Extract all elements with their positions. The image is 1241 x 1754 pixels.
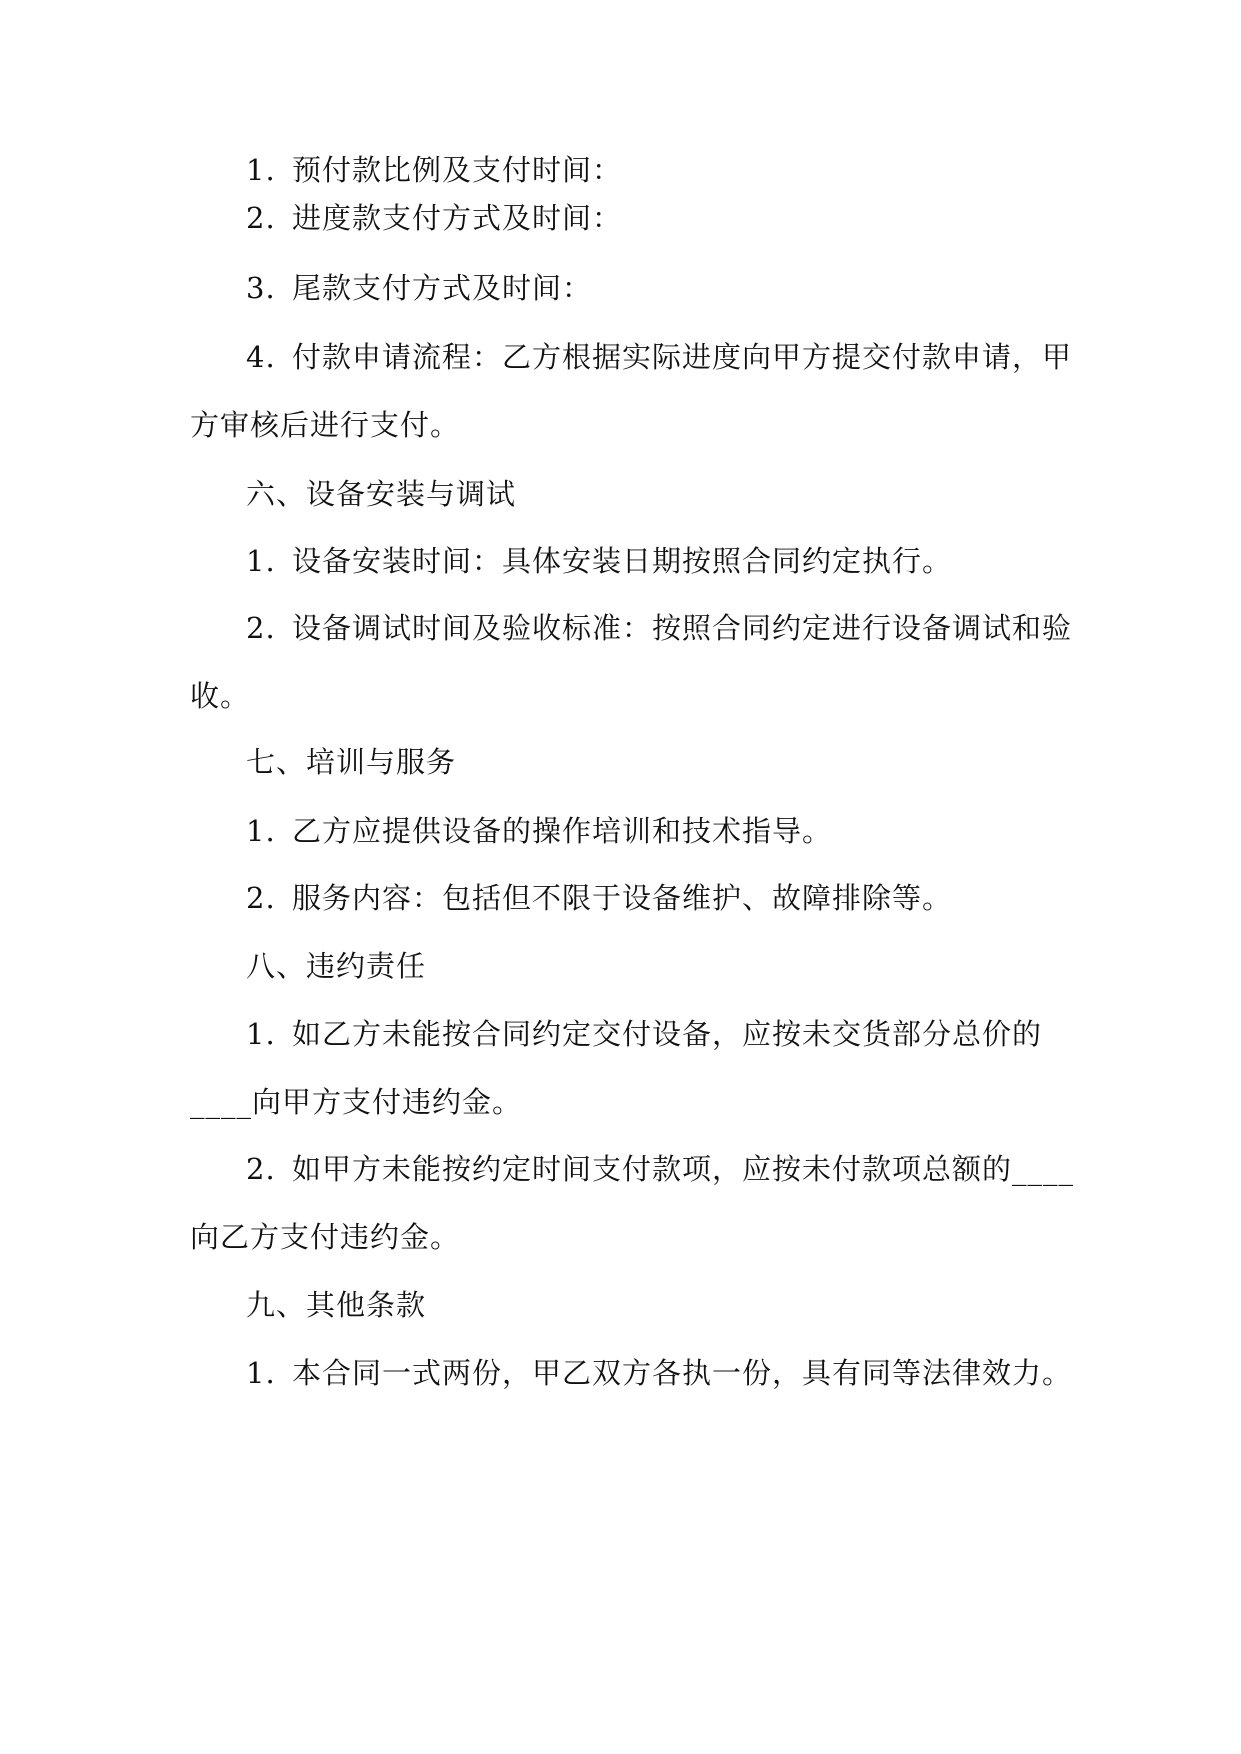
section-heading-8 bbox=[246, 946, 1116, 986]
install-item-2 bbox=[246, 608, 1116, 648]
item-number: 1. bbox=[246, 1356, 276, 1390]
section-heading-9 bbox=[246, 1285, 1116, 1325]
training-item-2 bbox=[246, 878, 1116, 918]
breach-item-2-continued bbox=[190, 1217, 1060, 1257]
item-number: 2. bbox=[246, 881, 276, 915]
payment-item-2 bbox=[246, 198, 1116, 238]
item-number: 2. bbox=[246, 1152, 276, 1186]
item-text: 进度款支付方式及时间： bbox=[292, 201, 623, 235]
item-text: 乙方应提供设备的操作培训和技术指导。 bbox=[292, 814, 833, 848]
item-text: ____向甲方支付违约金。 bbox=[190, 1085, 523, 1119]
item-number: 1. bbox=[246, 1017, 276, 1051]
item-text: 尾款支付方式及时间： bbox=[292, 271, 593, 305]
item-number: 1. bbox=[246, 814, 276, 848]
payment-item-3 bbox=[246, 268, 1116, 308]
item-number: 2. bbox=[246, 201, 276, 235]
payment-item-4-continued bbox=[190, 405, 1060, 445]
section-heading-6 bbox=[246, 474, 1116, 514]
item-text: 预付款比例及支付时间： bbox=[292, 153, 623, 187]
item-text: 服务内容：包括但不限于设备维护、故障排除等。 bbox=[292, 881, 953, 915]
training-item-1 bbox=[246, 811, 1116, 851]
item-text: 方审核后进行支付。 bbox=[190, 408, 461, 442]
item-number: 2. bbox=[246, 611, 276, 645]
heading-text: 九、其他条款 bbox=[246, 1288, 427, 1322]
item-text: 付款申请流程：乙方根据实际进度向甲方提交付款申请，甲 bbox=[292, 340, 1073, 374]
item-text: 如乙方未能按合同约定交付设备，应按未交货部分总价的 bbox=[292, 1017, 1043, 1051]
item-text: 本合同一式两份，甲乙双方各执一份，具有同等法律效力。 bbox=[292, 1356, 1073, 1390]
heading-text: 七、培训与服务 bbox=[246, 745, 457, 779]
payment-item-4 bbox=[246, 337, 1116, 377]
breach-item-1-continued bbox=[190, 1082, 1060, 1122]
item-text: 设备调试时间及验收标准：按照合同约定进行设备调试和验 bbox=[292, 611, 1073, 645]
install-item-1 bbox=[246, 541, 1116, 581]
breach-item-2 bbox=[246, 1149, 1116, 1189]
item-number: 1. bbox=[246, 544, 276, 578]
item-text: 设备安装时间：具体安装日期按照合同约定执行。 bbox=[292, 544, 953, 578]
item-number: 4. bbox=[246, 340, 276, 374]
breach-item-1 bbox=[246, 1014, 1116, 1054]
other-item-1 bbox=[246, 1353, 1116, 1393]
heading-text: 六、设备安装与调试 bbox=[246, 477, 517, 511]
heading-text: 八、违约责任 bbox=[246, 949, 427, 983]
item-text: 如甲方未能按约定时间支付款项，应按未付款项总额的____ bbox=[292, 1152, 1075, 1186]
item-text: 收。 bbox=[190, 679, 251, 713]
item-text: 向乙方支付违约金。 bbox=[190, 1220, 461, 1254]
item-number: 3. bbox=[246, 271, 276, 305]
section-heading-7 bbox=[246, 742, 1116, 782]
payment-item-1 bbox=[246, 150, 1116, 190]
install-item-2-continued bbox=[190, 676, 1060, 716]
item-number: 1. bbox=[246, 153, 276, 187]
